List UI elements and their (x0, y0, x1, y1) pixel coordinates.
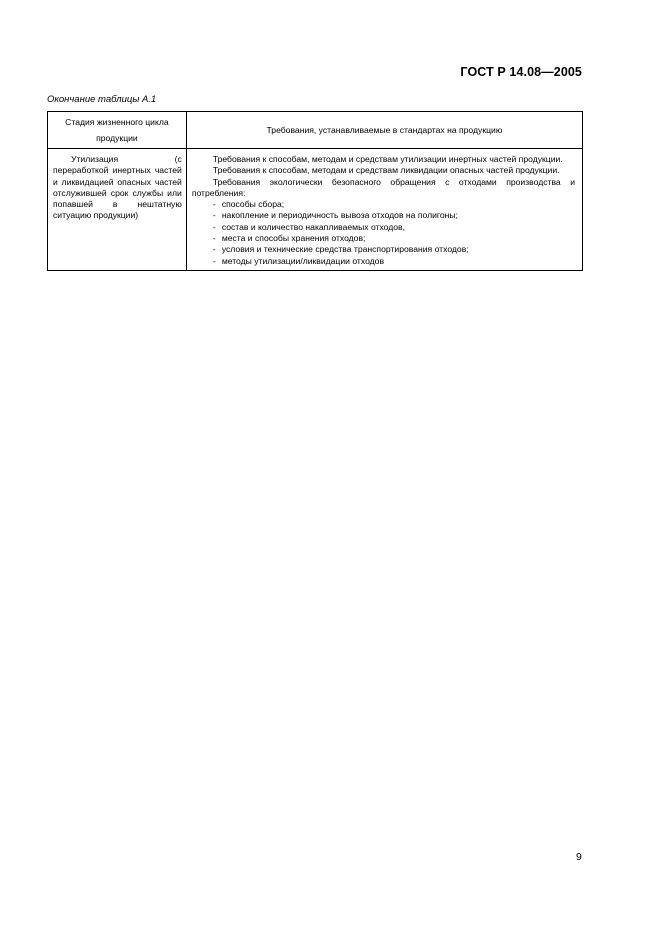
stage-text: Утилизация (с переработкой инертных частей и ликвидацией опасных частей отслужившей срок службы или попавшей в нештатную ситуацию продукции) (53, 154, 182, 221)
requirement-paragraph: Требования к способам, методам и средствам ликвидации опасных частей продукции. (212, 165, 560, 176)
list-item (213, 256, 575, 267)
column-header-stage-label: Стадия жизненного цикла продукции (65, 117, 169, 143)
document-code: ГОСТ Р 14.08—2005 (460, 65, 582, 79)
dash-marker-icon: - (212, 199, 216, 210)
table-row (48, 149, 583, 271)
dash-marker-icon: - (212, 221, 216, 232)
dash-marker-icon: - (212, 233, 216, 244)
list-item (213, 244, 575, 255)
requirements-cell (186, 149, 582, 271)
requirement-paragraph: Требования экологически безопасного обращения с отходами производства и потребления: (191, 176, 575, 198)
list-item (213, 210, 575, 221)
column-header-stage (48, 112, 187, 149)
requirements-table (47, 111, 583, 271)
column-header-requirements (186, 112, 582, 149)
list-item (213, 199, 575, 210)
list-item-text: способы сбора; (221, 199, 285, 210)
requirement-paragraph: Требования к способам, методам и средствам утилизации инертных частей продукции. (212, 154, 563, 164)
list-item-text: условия и технические средства транспортирования отходов; (221, 244, 469, 255)
list-item (213, 233, 575, 244)
list-item-text: накопление и периодичность вывоза отходов на полигоны; (221, 210, 458, 221)
list-item (213, 222, 575, 233)
list-item-text: методы утилизации/ликвидации отходов (221, 255, 385, 266)
table-caption: Окончание таблицы А.1 (47, 94, 157, 105)
page-number: 9 (576, 851, 582, 863)
requirement-bullet-list (192, 199, 575, 267)
stage-cell (48, 149, 187, 271)
dash-marker-icon: - (212, 255, 216, 266)
column-header-requirements-label: Требования, устанавливаемые в стандартах на продукцию (266, 125, 503, 135)
table-header-row (48, 112, 583, 149)
dash-marker-icon: - (212, 244, 216, 255)
list-item-text: места и способы хранения отходов; (221, 233, 366, 244)
list-item-text: состав и количество накапливаемых отходов, (221, 221, 406, 232)
dash-marker-icon: - (212, 210, 216, 221)
